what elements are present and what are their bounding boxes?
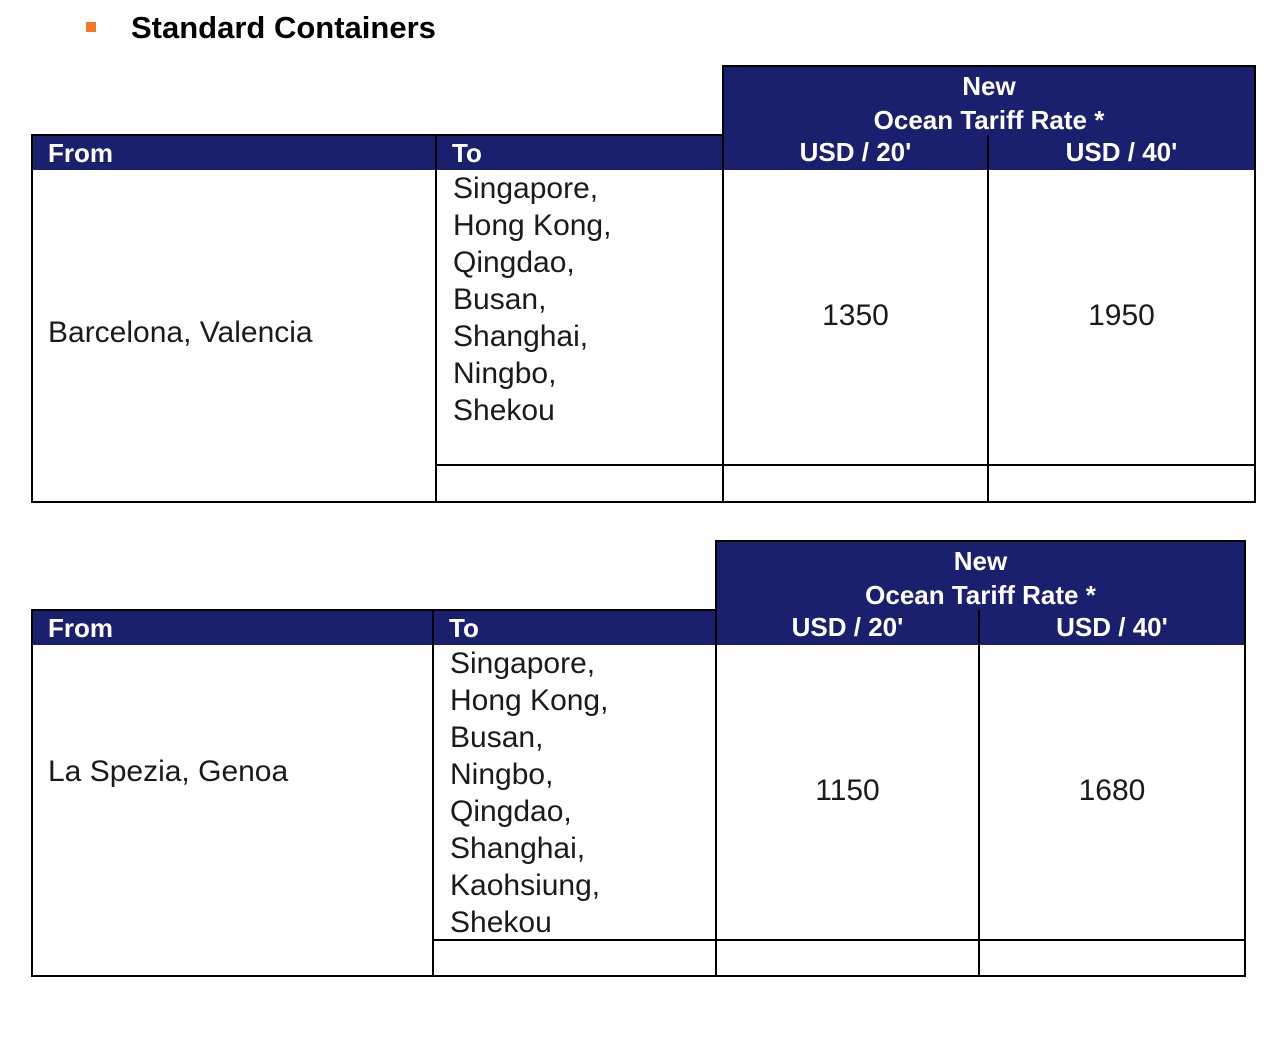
rate-table-1: [31, 65, 1256, 503]
empty-cell: [715, 939, 978, 977]
destination-item: Ningbo,: [450, 758, 554, 791]
column-header-usd20: USD / 20': [722, 135, 987, 170]
destination-item: Shanghai,: [453, 320, 589, 353]
destination-item: Busan,: [450, 721, 544, 754]
usd20-value: 1350: [822, 299, 889, 332]
group-header: [715, 540, 1246, 610]
empty-cell: [432, 939, 715, 977]
column-header-usd40: USD / 40': [987, 135, 1256, 170]
destination-item: Kaohsiung,: [450, 869, 601, 902]
square-bullet-icon: [86, 22, 96, 32]
empty-cell: [435, 464, 722, 503]
empty-cell: [978, 939, 1246, 977]
to-cell: [432, 645, 715, 941]
column-header-from: From: [31, 134, 435, 170]
usd20-cell: [722, 170, 987, 466]
from-cell: [31, 170, 435, 503]
usd40-value: 1680: [1078, 774, 1146, 807]
from-value: Barcelona, Valencia: [48, 316, 313, 349]
from-cell: [31, 645, 432, 977]
destination-item: Qingdao,: [450, 795, 572, 828]
destination-item: Singapore,: [450, 647, 596, 680]
group-header-line1: New: [962, 71, 1016, 101]
usd40-cell: [978, 645, 1246, 941]
group-header-line2: Ocean Tariff Rate *: [873, 105, 1105, 135]
usd40-value: 1950: [1088, 299, 1155, 332]
group-header-line2: Ocean Tariff Rate *: [865, 580, 1096, 610]
section-title: Standard Containers: [131, 10, 436, 45]
column-header-to: To: [432, 609, 715, 645]
destination-list: [453, 170, 611, 429]
destination-item: Qingdao,: [453, 246, 575, 279]
destination-item: Busan,: [453, 283, 547, 316]
destination-item: Singapore,: [453, 172, 599, 205]
destination-list: [450, 645, 608, 941]
group-header: [722, 65, 1256, 135]
empty-cell: [722, 464, 987, 503]
destination-item: Ningbo,: [453, 357, 557, 390]
usd20-cell: [715, 645, 978, 941]
usd40-cell: [987, 170, 1256, 466]
group-header-line1: New: [953, 546, 1008, 576]
to-cell: [435, 170, 722, 466]
destination-item: Shanghai,: [450, 832, 586, 865]
rate-table-2: [31, 540, 1246, 977]
column-header-usd20: USD / 20': [715, 610, 978, 645]
column-header-usd40: USD / 40': [978, 610, 1246, 645]
column-header-from: From: [31, 609, 432, 645]
destination-item: Hong Kong,: [450, 684, 609, 717]
destination-item: Hong Kong,: [453, 209, 612, 242]
destination-item: Shekou: [450, 906, 552, 939]
from-value: La Spezia, Genoa: [48, 755, 289, 788]
empty-cell: [987, 464, 1256, 503]
column-header-to: To: [435, 134, 722, 170]
destination-item: Shekou: [453, 394, 555, 427]
usd20-value: 1150: [815, 774, 880, 807]
